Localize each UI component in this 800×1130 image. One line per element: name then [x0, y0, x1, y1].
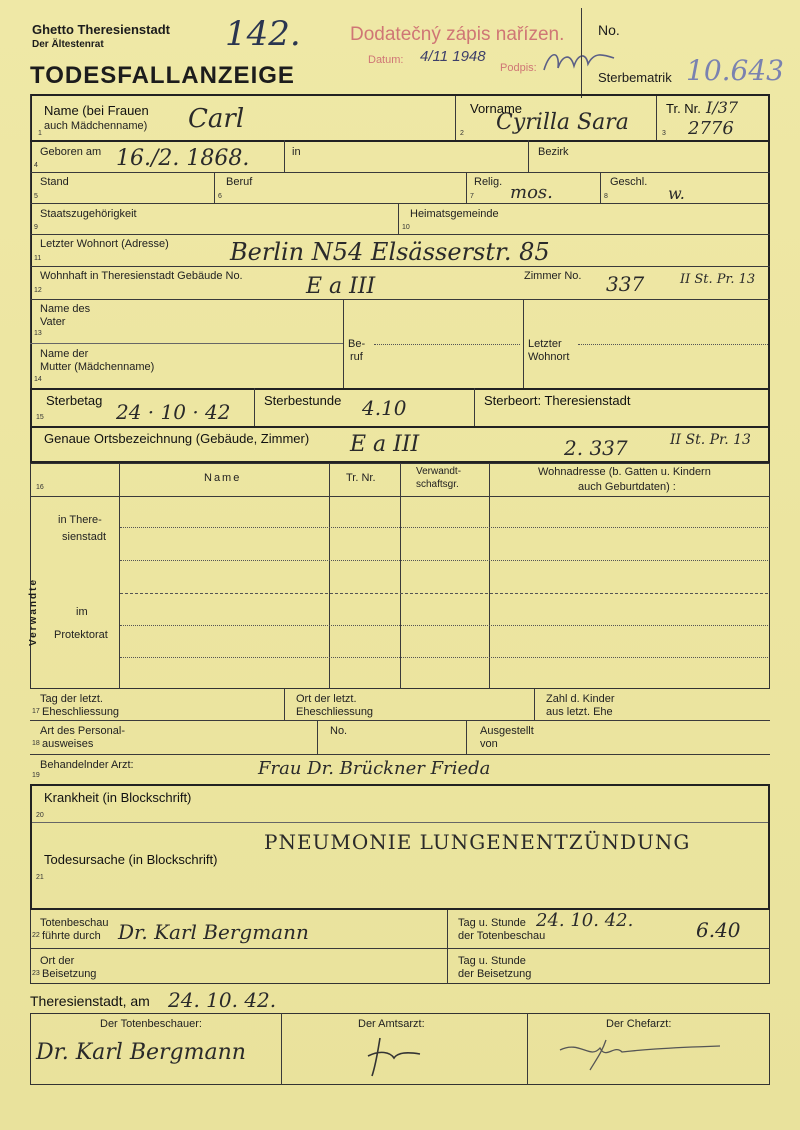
geschl-value: w. — [668, 184, 685, 203]
sterbematrik-label: Sterbematrik — [598, 70, 672, 85]
vorname-label: Vorname — [470, 101, 523, 116]
wohnhaft-label: Wohnhaft in Theresienstadt Gebäude No. — [40, 270, 243, 282]
row-divider — [30, 343, 343, 344]
row-divider — [30, 172, 770, 173]
stamp-text: Dodatečný zápis nařízen. — [350, 24, 565, 45]
field-number: 22 — [32, 932, 40, 939]
beschau-stunde-value: 6.40 — [696, 918, 741, 942]
org-name: Ghetto Theresienstadt — [32, 22, 170, 37]
col-divider — [119, 463, 120, 689]
col-divider — [489, 463, 490, 689]
col-divider — [398, 203, 399, 234]
mutter-label: Name der — [40, 348, 89, 360]
name-label: Name (bei Frauen — [44, 103, 149, 118]
col-divider — [284, 140, 285, 172]
ortsbez-value-2: 2. 337 — [564, 436, 628, 460]
field-number: 12 — [34, 287, 42, 294]
col-divider — [343, 299, 344, 388]
row-divider — [30, 948, 770, 949]
no-label: No. — [598, 22, 620, 38]
ausweis-no-label: No. — [330, 725, 348, 737]
zimmer-extra: II St. Pr. 13 — [680, 272, 756, 287]
geboren-label: Geboren am — [40, 146, 102, 158]
ehe-tag-label: Tag der letzt. — [40, 693, 103, 705]
col-divider — [317, 720, 318, 754]
beisetzung-tag-label: Tag u. Stunde — [458, 955, 526, 967]
dotted-line — [374, 344, 520, 345]
relatives-side-label: Verwandte — [28, 577, 39, 646]
krankheit-value: PNEUMONIE LUNGENENTZÜNDUNG — [264, 830, 691, 854]
sterbetag-label: Sterbetag — [46, 393, 103, 408]
col-divider — [455, 96, 456, 140]
ausweis-label: Art des Personal- — [40, 725, 125, 737]
geboren-value: 16./2. 1868. — [116, 146, 250, 171]
arzt-value: Frau Dr. Brückner Frieda — [258, 758, 491, 779]
col-divider — [284, 689, 285, 720]
sig2-label: Der Amtsarzt: — [358, 1018, 425, 1030]
stand-label: Stand — [40, 176, 69, 188]
col-divider — [447, 910, 448, 984]
place-date: 24. 10. 42. — [168, 988, 277, 1012]
col-divider — [534, 689, 535, 720]
row-divider — [30, 140, 770, 142]
field-number: 17 — [32, 708, 40, 715]
field-number: 11 — [34, 255, 42, 262]
wohnort-label: Letzter Wohnort (Adresse) — [40, 238, 169, 250]
field-number: 23 — [32, 970, 40, 977]
ehe-ort-label-2: Eheschliessung — [296, 706, 374, 718]
field-number: 4 — [34, 162, 38, 169]
trnr-value-2: 2776 — [688, 118, 734, 139]
col-divider — [281, 1013, 282, 1085]
col-divider — [400, 463, 401, 689]
letzter-label-2: Wohnort — [528, 351, 570, 363]
col-divider — [528, 140, 529, 172]
sig1-label: Der Totenbeschauer: — [100, 1018, 202, 1030]
mutter-label-2: Mutter (Mädchenname) — [40, 361, 155, 373]
field-number: 20 — [36, 812, 44, 819]
in-there-label-2: sienstadt — [62, 531, 107, 543]
todesursache-label: Todesursache (in Blockschrift) — [44, 852, 218, 867]
stamp-datum-label: Datum: — [368, 54, 404, 66]
field-number: 13 — [34, 330, 42, 337]
field-number: 19 — [32, 772, 40, 779]
row-divider — [30, 299, 770, 300]
field-number: 3 — [662, 130, 666, 137]
relig-value: mos. — [510, 182, 553, 203]
beschau-tag-label-2: der Totenbeschau — [458, 930, 546, 942]
field-number: 21 — [36, 874, 44, 881]
stamp-podpis-label: Podpis: — [500, 62, 537, 74]
gebaeude-value: E a III — [306, 274, 376, 299]
name-label-2: auch Mädchenname) — [44, 120, 148, 132]
ausweis-label-2: ausweises — [42, 738, 94, 750]
row-divider — [30, 266, 770, 267]
row-divider — [30, 720, 770, 721]
totenbeschau-value: Dr. Karl Bergmann — [118, 920, 309, 944]
field-number: 7 — [470, 193, 474, 200]
col-verw-header: Verwandt- — [416, 466, 462, 477]
zimmer-label: Zimmer No. — [524, 270, 582, 282]
col-divider — [214, 172, 215, 203]
protektorat-label: Protektorat — [54, 629, 108, 641]
ortsbez-value-3: II St. Pr. 13 — [670, 432, 751, 448]
parent-beruf-label: Be- — [348, 338, 366, 350]
sterbeort-label: Sterbeort: Theresienstadt — [484, 393, 631, 408]
name-value: Carl — [188, 104, 245, 134]
col-wohn-header-2: auch Geburtdaten) : — [578, 481, 676, 493]
row-divider — [30, 426, 770, 428]
col-divider — [329, 463, 330, 689]
top-number: 142. — [225, 14, 301, 54]
wohnort-value: Berlin N54 Elsässerstr. 85 — [230, 238, 550, 266]
col-divider — [474, 388, 475, 426]
ausgestellt-label-2: von — [480, 738, 498, 750]
row-divider — [30, 754, 770, 755]
kinder-label-2: aus letzt. Ehe — [546, 706, 613, 718]
in-there-label: in There- — [58, 514, 102, 526]
beruf-label: Beruf — [226, 176, 253, 188]
geschl-label: Geschl. — [610, 176, 648, 188]
in-label: in — [292, 146, 301, 158]
beisetzung-tag-label-2: der Beisetzung — [458, 968, 532, 980]
col-divider — [254, 388, 255, 426]
ortsbez-value-1: E a III — [350, 432, 420, 457]
sterbestunde-value: 4.10 — [362, 396, 407, 420]
form-title: TODESFALLANZEIGE — [30, 62, 295, 89]
row-divider — [30, 234, 770, 235]
im-label: im — [76, 606, 88, 618]
totenbeschau-label-2: führte durch — [42, 930, 101, 942]
header-divider — [581, 8, 582, 98]
col-name-header: Name — [204, 472, 242, 484]
field-number: 1 — [38, 130, 42, 137]
letzter-label: Letzter — [528, 338, 562, 350]
col-divider — [656, 96, 657, 140]
kinder-label: Zahl d. Kinder — [546, 693, 615, 705]
trnr-value-1: I/37 — [706, 98, 739, 117]
beschau-tag-label: Tag u. Stunde — [458, 917, 526, 929]
totenbeschau-label: Totenbeschau — [40, 917, 109, 929]
field-number: 6 — [218, 193, 222, 200]
bezirk-label: Bezirk — [538, 146, 569, 158]
amtsarzt-signature-icon — [350, 1030, 440, 1080]
col-wohn-header: Wohnadresse (b. Gatten u. Kindern — [538, 466, 711, 478]
arzt-label: Behandelnder Arzt: — [40, 759, 134, 771]
ehe-tag-label-2: Eheschliessung — [42, 706, 120, 718]
vater-label: Name des — [40, 303, 91, 315]
ehe-ort-label: Ort der letzt. — [296, 693, 357, 705]
zimmer-value: 337 — [606, 272, 645, 296]
sterbematrik-value: 10.643 — [686, 54, 784, 87]
sterbestunde-label: Sterbestunde — [264, 393, 342, 408]
field-number: 9 — [34, 224, 38, 231]
col-divider — [600, 172, 601, 203]
dotted-line — [120, 657, 768, 658]
field-number: 8 — [604, 193, 608, 200]
dotted-line — [578, 344, 768, 345]
staat-label: Staatszugehörigkeit — [40, 208, 137, 220]
beisetzung-ort-label: Ort der — [40, 955, 75, 967]
dotted-line — [120, 560, 768, 561]
col-trnr-header: Tr. Nr. — [346, 472, 376, 484]
parent-beruf-label-2: ruf — [350, 351, 363, 363]
org-subname: Der Ältestenrat — [32, 39, 104, 50]
chefarzt-signature-icon — [550, 1030, 730, 1080]
ausgestellt-label: Ausgestellt — [480, 725, 534, 737]
col-divider — [527, 1013, 528, 1085]
heimat-label: Heimatsgemeinde — [410, 208, 499, 220]
row-divider — [30, 203, 770, 204]
relig-label: Relig. — [474, 176, 503, 188]
sig1-value: Dr. Karl Bergmann — [36, 1040, 246, 1065]
beisetzung-ort-label-2: Beisetzung — [42, 968, 97, 980]
field-number: 14 — [34, 376, 42, 383]
sig3-label: Der Chefarzt: — [606, 1018, 672, 1030]
trnr-label: Tr. Nr. — [666, 101, 701, 116]
row-divider — [32, 822, 768, 823]
field-number: 5 — [34, 193, 38, 200]
field-number: 10 — [402, 224, 410, 231]
krankheit-label: Krankheit (in Blockschrift) — [44, 790, 192, 805]
field-number: 15 — [36, 414, 44, 421]
beschau-tag-value: 24. 10. 42. — [536, 910, 634, 931]
ortsbez-label: Genaue Ortsbezeichnung (Gebäude, Zimmer) — [44, 431, 310, 446]
col-divider — [466, 720, 467, 754]
field-number: 18 — [32, 740, 40, 747]
vater-label-2: Vater — [40, 316, 66, 328]
dotted-line — [120, 527, 768, 528]
sterbetag-value: 24 · 10 · 42 — [116, 400, 231, 424]
vorname-value: Cyrilla Sara — [496, 110, 629, 135]
field-number: 16 — [36, 484, 44, 491]
place-label: Theresienstadt, am — [30, 993, 150, 1009]
field-number: 2 — [460, 130, 464, 137]
col-verw-header-2: schaftsgr. — [416, 479, 459, 490]
stamp-date-value: 4/11 1948 — [420, 48, 486, 65]
dotted-line — [120, 625, 768, 626]
col-divider — [466, 172, 467, 203]
row-divider — [120, 593, 768, 594]
col-divider — [523, 299, 524, 388]
